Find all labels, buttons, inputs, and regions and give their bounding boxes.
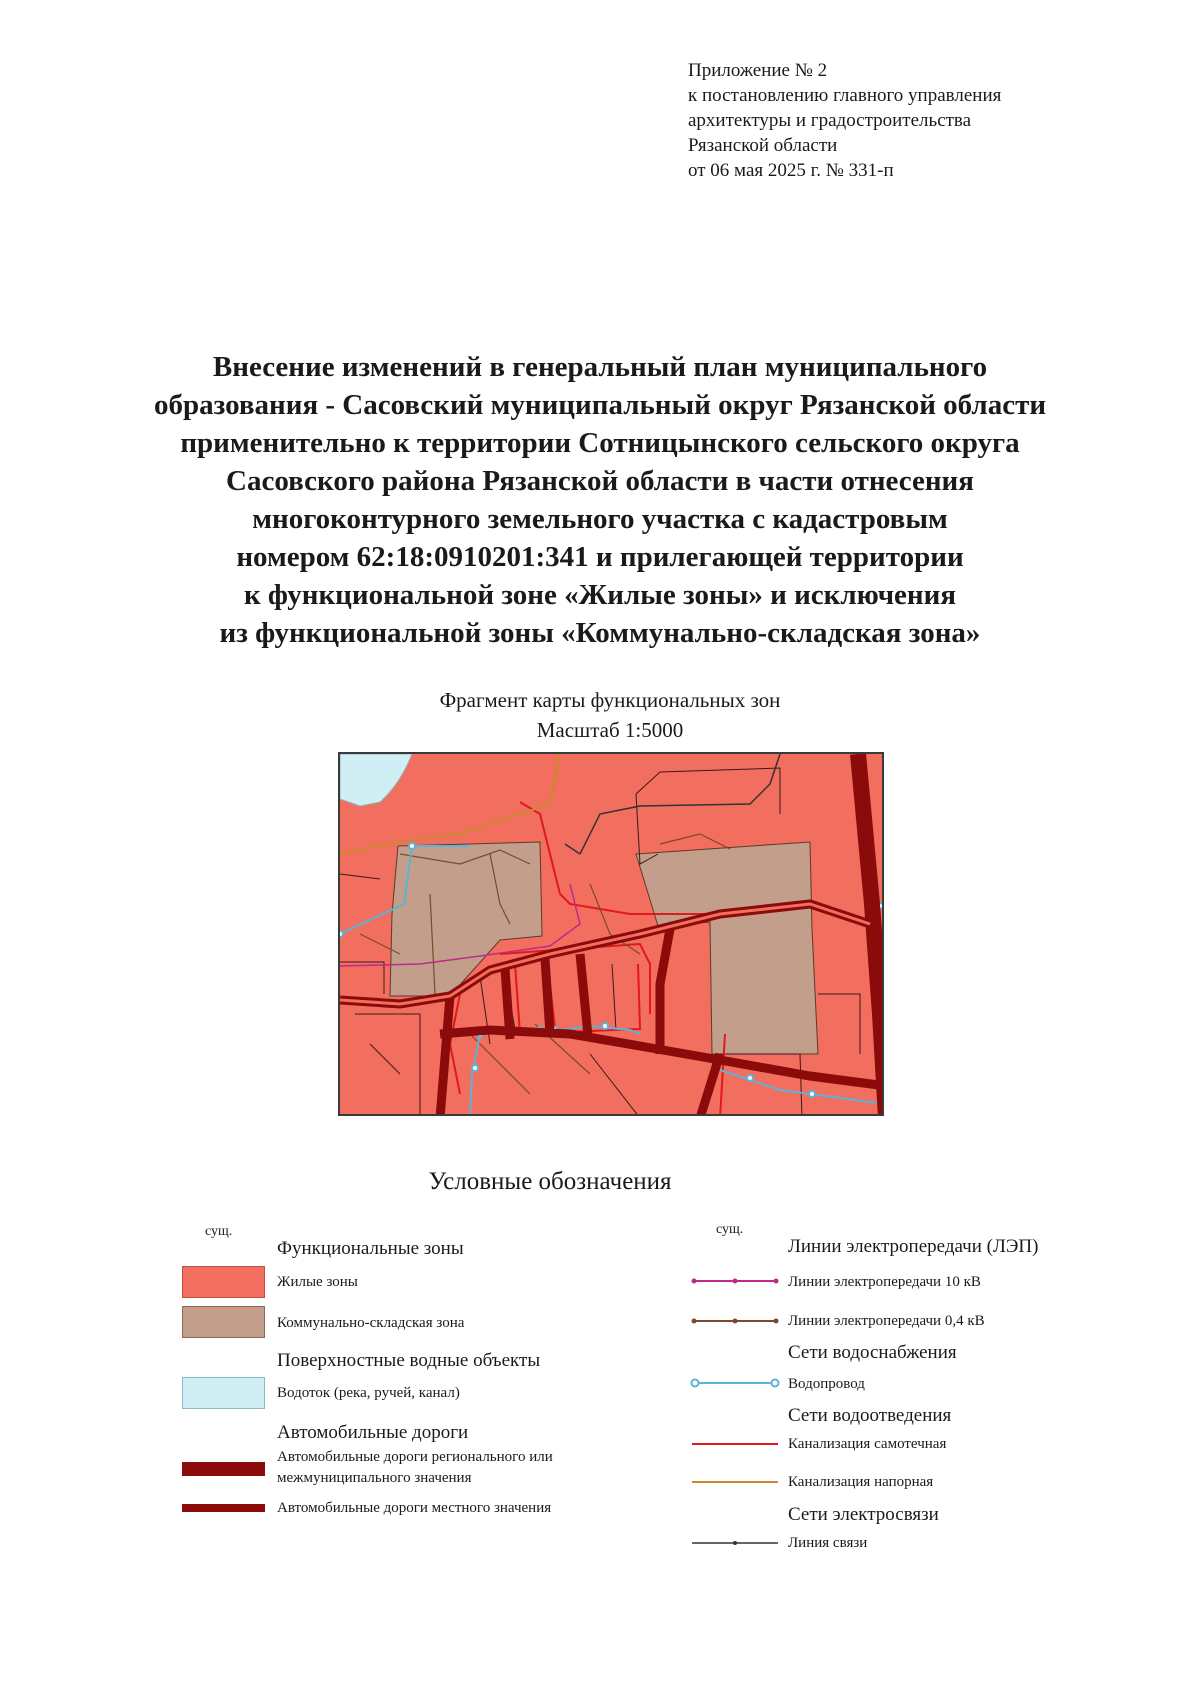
- title-line: Сасовского района Рязанской области в части отнесения: [226, 465, 974, 497]
- legend-title: Условные обозначения: [428, 1168, 672, 1195]
- appendix-line: к постановлению главного управления: [688, 85, 1002, 106]
- legend-zones-head: Функциональные зоны: [277, 1238, 464, 1259]
- legend-power-head: Линии электропередачи (ЛЭП): [788, 1236, 1039, 1257]
- appendix-line: архитектуры и градостроительства: [688, 110, 972, 131]
- legend-water-pipe-label: Водопровод: [788, 1376, 865, 1392]
- map-caption: [300, 685, 920, 745]
- legend-sewer-head: Сети водоотведения: [788, 1405, 952, 1426]
- title-line: к функциональной зоне «Жилые зоны» и исключения: [243, 579, 957, 611]
- title-line: номером 62:18:0910201:341 и прилегающей территории: [236, 541, 964, 573]
- title-line: образования - Сасовский муниципальный округ Рязанской области: [153, 389, 1047, 421]
- legend-road-local-label: Автомобильные дороги местного значения: [277, 1500, 552, 1516]
- legend-symbol-power-04kv: [690, 1314, 780, 1328]
- legend-sewer-gravity-label: Канализация самотечная: [788, 1436, 947, 1452]
- legend-residential-label: Жилые зоны: [277, 1274, 358, 1290]
- legend-power-04-label: Линии электропередачи 0,4 кВ: [788, 1313, 985, 1329]
- appendix-line: Приложение № 2: [688, 60, 828, 81]
- appendix-header: [688, 58, 1001, 183]
- legend-exist-label: сущ.: [716, 1222, 744, 1237]
- map-scale: Масштаб 1:5000: [536, 718, 684, 742]
- legend-sewer-pressure-label: Канализация напорная: [788, 1474, 934, 1490]
- map-fragment: [338, 752, 884, 1116]
- appendix-line: Рязанской области: [688, 135, 838, 156]
- legend-symbol-sewer-pressure: [690, 1477, 780, 1487]
- legend-road-regional-label-2: межмуниципального значения: [277, 1470, 472, 1486]
- legend-water-supply-head: Сети водоснабжения: [788, 1342, 957, 1363]
- legend-comm-line-label: Линия связи: [788, 1535, 868, 1551]
- title-line: многоконтурного земельного участка с кадастровым: [252, 503, 948, 535]
- legend-swatch-water: [182, 1377, 265, 1409]
- title-line: Внесение изменений в генеральный план муниципального: [212, 351, 988, 383]
- legend-symbol-comm-line: [690, 1538, 780, 1548]
- title-line: применительно к территории Сотницынского сельского округа: [180, 427, 1020, 459]
- legend-water-head: Поверхностные водные объекты: [277, 1350, 541, 1371]
- legend-symbol-water-pipe: [690, 1376, 780, 1390]
- map-caption-title: Фрагмент карты функциональных зон: [439, 688, 781, 712]
- legend-swatch-road-regional: [182, 1462, 265, 1476]
- map-svg: [340, 754, 884, 1116]
- legend-exist-label: сущ.: [205, 1224, 233, 1239]
- legend-communal-label: Коммунально-складская зона: [277, 1315, 465, 1331]
- legend-comm-head: Сети электросвязи: [788, 1504, 939, 1525]
- legend-swatch-communal: [182, 1306, 265, 1338]
- legend-power-10-label: Линии электропередачи 10 кВ: [788, 1274, 981, 1290]
- legend-water-label: Водоток (река, ручей, канал): [277, 1385, 460, 1401]
- legend-road-regional-label: Автомобильные дороги регионального или: [277, 1449, 553, 1465]
- legend-swatch-residential: [182, 1266, 265, 1298]
- legend-symbol-sewer-gravity: [690, 1439, 780, 1449]
- title-line: из функциональной зоны «Коммунально-складская зона»: [219, 617, 981, 649]
- legend-swatch-road-local: [182, 1504, 265, 1512]
- legend-roads-head: Автомобильные дороги: [277, 1422, 469, 1443]
- legend-symbol-power-10kv: [690, 1274, 780, 1288]
- document-title: [100, 348, 1100, 652]
- appendix-line: от 06 мая 2025 г. № 331-п: [688, 160, 894, 181]
